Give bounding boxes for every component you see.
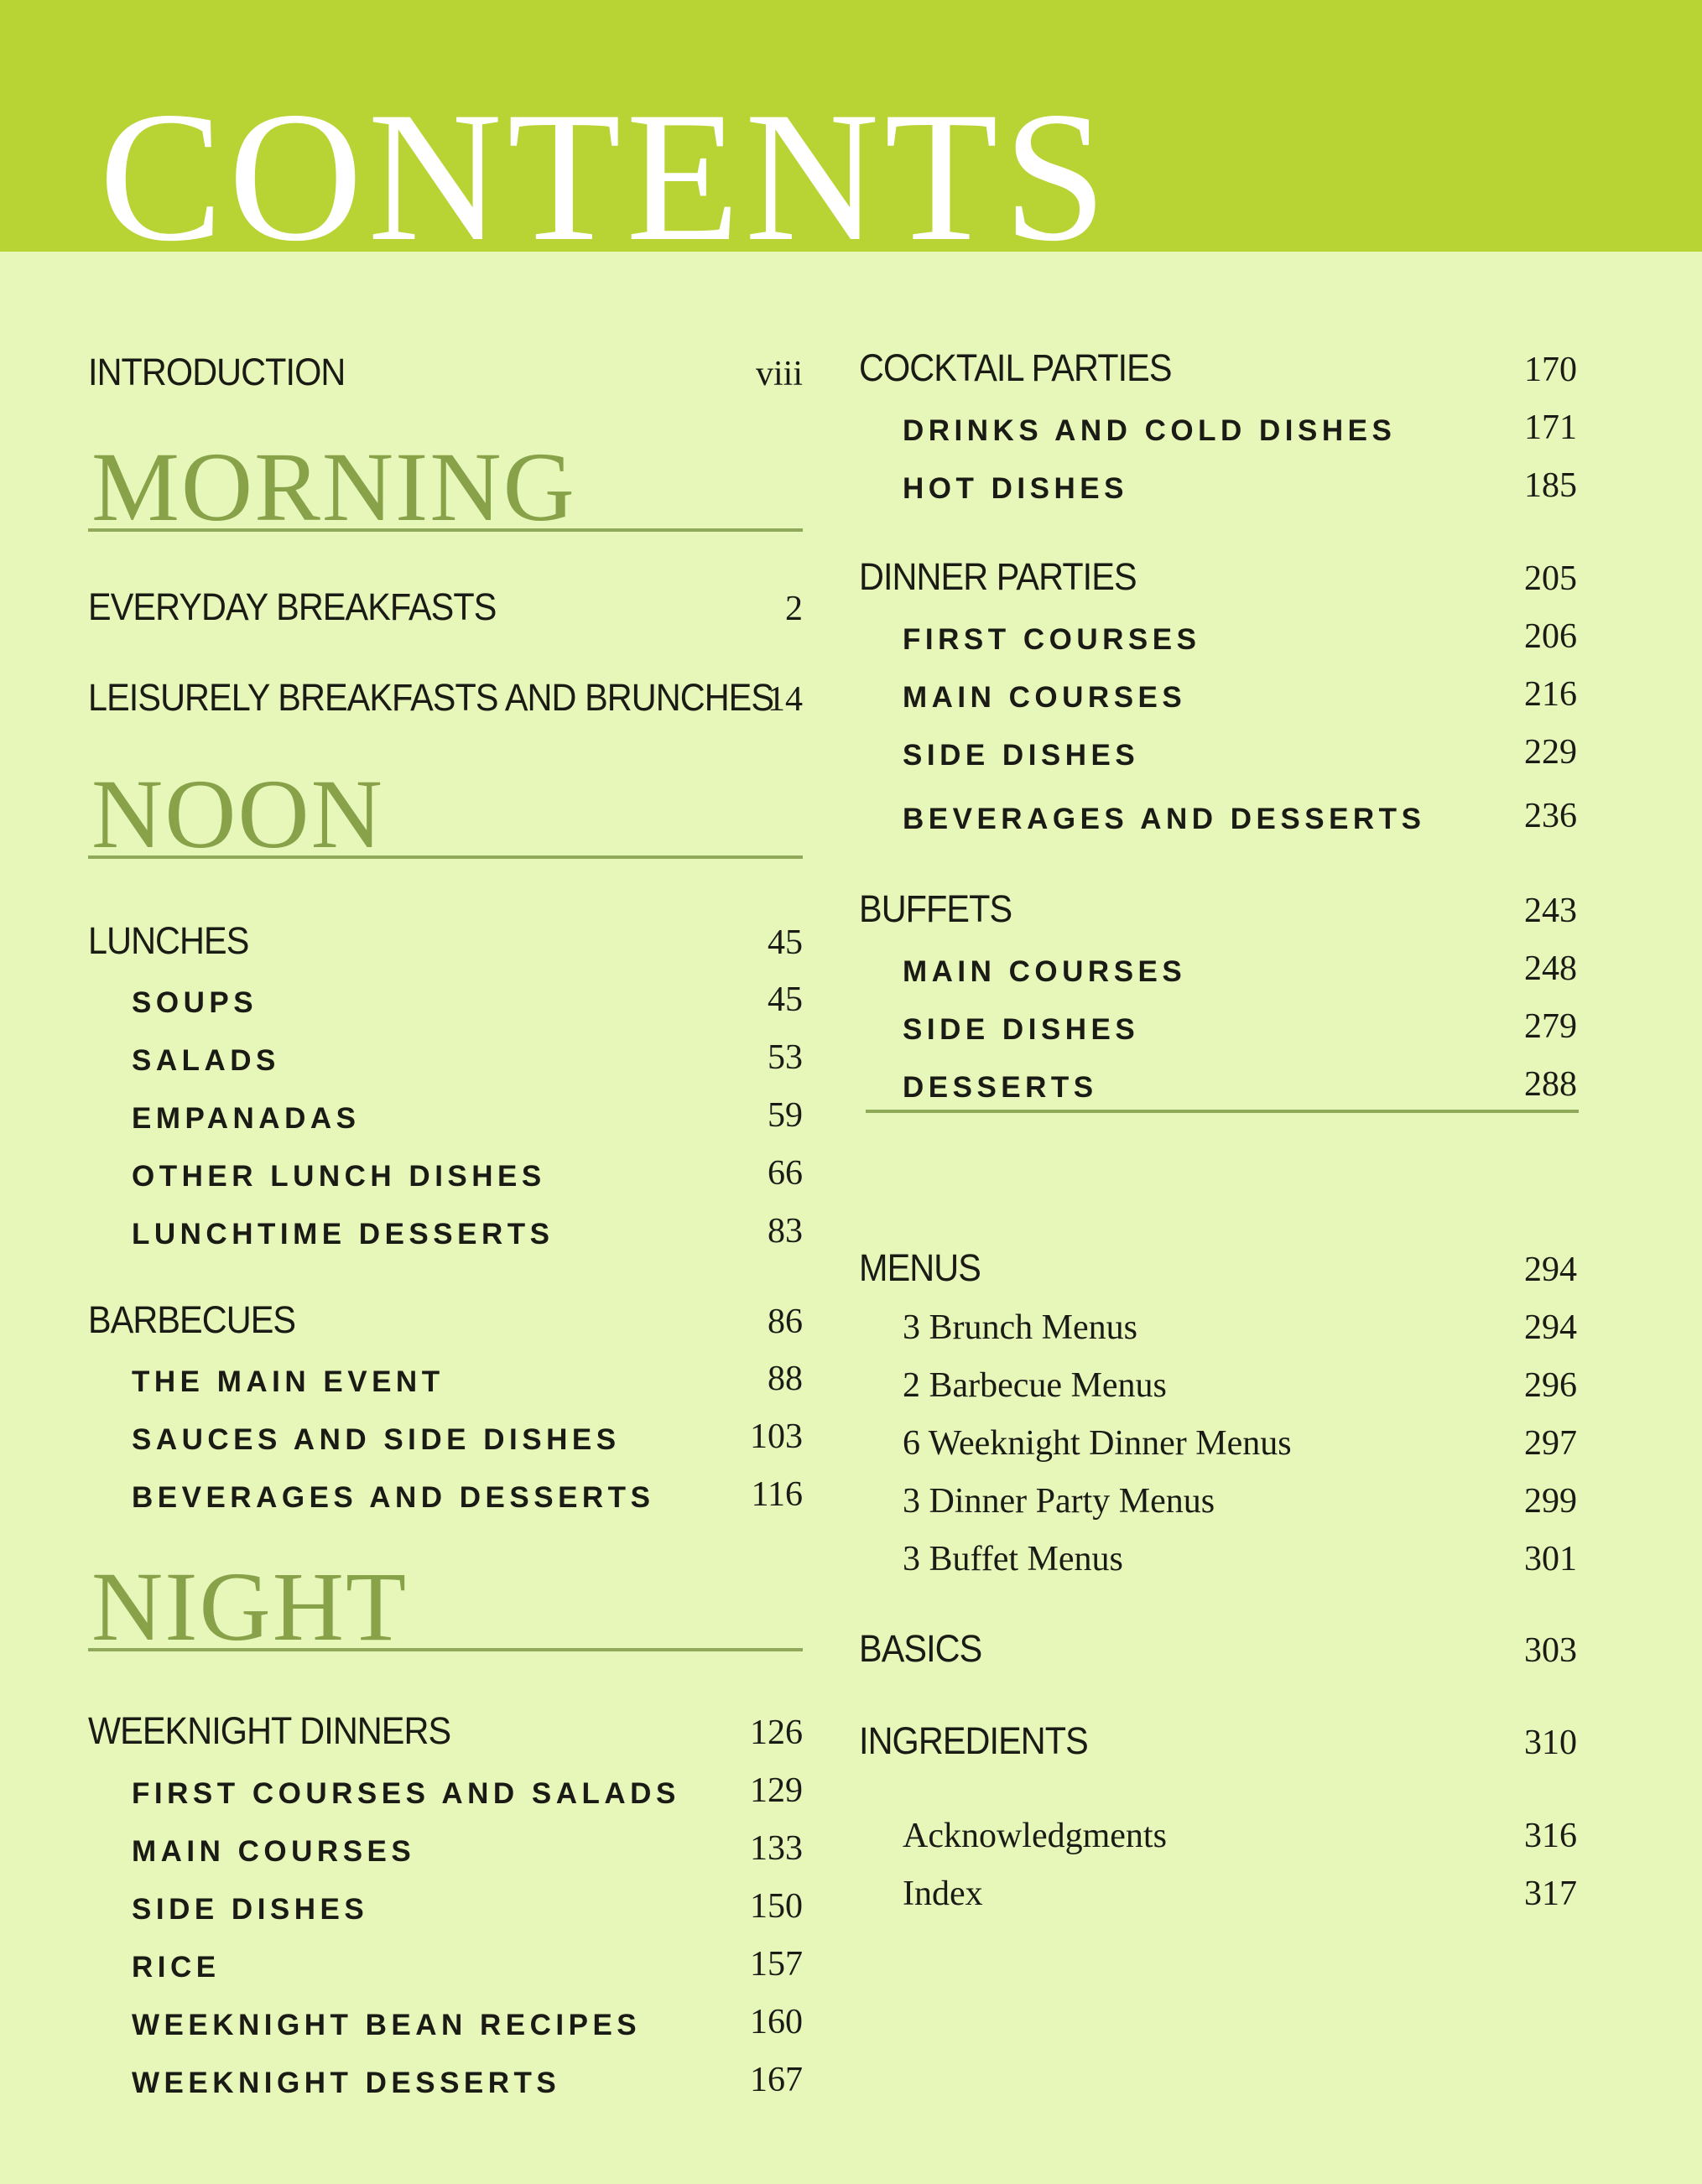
entry-page: 216 xyxy=(1524,675,1577,714)
toc-subentry[interactable] xyxy=(859,1471,1577,1521)
entry-label: THE MAIN EVENT xyxy=(132,1365,445,1398)
section-heading-text: NOON xyxy=(91,759,384,869)
entry-label: INGREDIENTS xyxy=(859,1719,1088,1762)
entry-label: SIDE DISHES xyxy=(903,739,1140,772)
entry-label: 2 Barbecue Menus xyxy=(903,1366,1167,1405)
entry-page: 45 xyxy=(768,923,803,962)
toc-subentry[interactable] xyxy=(88,1992,803,2042)
toc-subentry[interactable] xyxy=(88,1085,803,1136)
toc-entry-basics[interactable] xyxy=(859,1620,1577,1671)
entry-label: DESSERTS xyxy=(903,1071,1098,1104)
entry-label: 3 Brunch Menus xyxy=(903,1308,1137,1347)
entry-page: 167 xyxy=(750,2061,803,2099)
entry-page: 301 xyxy=(1524,1540,1577,1578)
entry-label: COCKTAIL PARTIES xyxy=(859,346,1172,389)
toc-subentry[interactable] xyxy=(88,970,803,1020)
entry-label: DINNER PARTIES xyxy=(859,555,1137,598)
section-heading-morning xyxy=(88,432,803,542)
entry-label: SAUCES AND SIDE DISHES xyxy=(132,1423,621,1456)
entry-label: WEEKNIGHT DESSERTS xyxy=(132,2067,561,2099)
entry-label: BEVERAGES AND DESSERTS xyxy=(132,1481,655,1514)
toc-entry-lunches[interactable] xyxy=(88,913,803,963)
entry-page: 160 xyxy=(750,2003,803,2041)
entry-page: 45 xyxy=(768,980,803,1019)
toc-subentry[interactable] xyxy=(859,606,1577,657)
entry-label: SOUPS xyxy=(132,986,258,1019)
entry-label: BARBECUES xyxy=(88,1298,296,1341)
entry-page: 236 xyxy=(1524,797,1577,835)
toc-subentry[interactable] xyxy=(859,664,1577,715)
entry-label: 6 Weeknight Dinner Menus xyxy=(903,1424,1292,1463)
toc-subentry[interactable] xyxy=(88,1464,803,1515)
toc-entry-menus[interactable] xyxy=(859,1240,1577,1290)
entry-page: 243 xyxy=(1524,892,1577,930)
entry-label: SIDE DISHES xyxy=(132,1893,369,1926)
section-divider xyxy=(866,1110,1579,1113)
toc-subentry[interactable] xyxy=(859,1529,1577,1579)
entry-page: 248 xyxy=(1524,949,1577,988)
entry-label: LEISURELY BREAKFASTS AND BRUNCHES xyxy=(88,676,774,719)
toc-subentry[interactable] xyxy=(859,722,1577,772)
toc-subentry[interactable] xyxy=(88,1201,803,1251)
entry-page: 133 xyxy=(750,1829,803,1868)
entry-label: EMPANADAS xyxy=(132,1102,361,1135)
entry-label: SALADS xyxy=(132,1044,280,1077)
toc-entry-introduction[interactable] xyxy=(88,344,803,394)
toc-subentry[interactable] xyxy=(859,786,1577,836)
entry-page: 185 xyxy=(1524,466,1577,505)
entry-page: 317 xyxy=(1524,1875,1577,1913)
toc-subentry[interactable] xyxy=(859,996,1577,1047)
entry-page: viii xyxy=(755,355,803,393)
toc-entry-weeknight-dinners[interactable] xyxy=(88,1703,803,1753)
toc-subentry[interactable] xyxy=(859,1297,1577,1348)
entry-label: SIDE DISHES xyxy=(903,1013,1140,1046)
entry-page: 66 xyxy=(768,1154,803,1193)
entry-label: FIRST COURSES xyxy=(903,623,1201,656)
entry-page: 316 xyxy=(1524,1817,1577,1855)
toc-entry-ingredients[interactable] xyxy=(859,1713,1577,1763)
toc-subentry[interactable] xyxy=(859,398,1577,448)
toc-subentry[interactable] xyxy=(859,939,1577,989)
toc-entry-barbecues[interactable] xyxy=(88,1292,803,1342)
toc-subentry[interactable] xyxy=(88,1760,803,1811)
entry-label: Index xyxy=(903,1875,983,1913)
entry-label: LUNCHTIME DESSERTS xyxy=(132,1218,554,1251)
entry-page: 310 xyxy=(1524,1724,1577,1762)
entry-page: 288 xyxy=(1524,1065,1577,1104)
entry-label: WEEKNIGHT BEAN RECIPES xyxy=(132,2009,642,2041)
entry-page: 103 xyxy=(750,1417,803,1456)
entry-page: 2 xyxy=(785,590,803,628)
toc-entry-cocktail-parties[interactable] xyxy=(859,340,1577,390)
toc-subentry[interactable] xyxy=(859,1054,1577,1105)
entry-page: 170 xyxy=(1524,351,1577,389)
entry-page: 53 xyxy=(768,1038,803,1077)
toc-entry-buffets[interactable] xyxy=(859,881,1577,931)
entry-label: 3 Buffet Menus xyxy=(903,1540,1123,1578)
entry-label: MAIN COURSES xyxy=(132,1835,416,1868)
section-heading-night xyxy=(88,1552,803,1661)
entry-page: 297 xyxy=(1524,1424,1577,1463)
entry-page: 279 xyxy=(1524,1007,1577,1046)
entry-label: BUFFETS xyxy=(859,887,1012,930)
entry-page: 126 xyxy=(750,1713,803,1752)
entry-label: BEVERAGES AND DESSERTS xyxy=(903,803,1426,835)
toc-subentry[interactable] xyxy=(88,1027,803,1078)
toc-entry-leisurely-breakfasts[interactable] xyxy=(88,669,803,720)
entry-label: BASICS xyxy=(859,1627,982,1670)
toc-subentry[interactable] xyxy=(859,1413,1577,1464)
toc-subentry[interactable] xyxy=(88,2050,803,2100)
section-heading-noon xyxy=(88,759,803,869)
entry-label: INTRODUCTION xyxy=(88,351,346,393)
toc-subentry[interactable] xyxy=(859,1355,1577,1406)
entry-page: 116 xyxy=(751,1475,803,1514)
entry-page: 294 xyxy=(1524,1308,1577,1347)
toc-subentry[interactable] xyxy=(88,1143,803,1193)
toc-entry-everyday-breakfasts[interactable] xyxy=(88,579,803,629)
entry-page: 129 xyxy=(750,1771,803,1810)
toc-subentry[interactable] xyxy=(88,1934,803,1984)
entry-page: 205 xyxy=(1524,559,1577,598)
entry-label: OTHER LUNCH DISHES xyxy=(132,1160,546,1193)
entry-label: Acknowledgments xyxy=(903,1817,1167,1855)
entry-page: 296 xyxy=(1524,1366,1577,1405)
toc-subentry[interactable] xyxy=(88,1818,803,1869)
entry-label: MENUS xyxy=(859,1246,981,1289)
toc-entry-acknowledgments[interactable] xyxy=(859,1806,1577,1856)
entry-page: 59 xyxy=(768,1096,803,1135)
entry-page: 206 xyxy=(1524,617,1577,656)
entry-label: MAIN COURSES xyxy=(903,681,1187,714)
entry-page: 14 xyxy=(768,680,803,719)
entry-label: HOT DISHES xyxy=(903,472,1128,505)
toc-entry-index[interactable] xyxy=(859,1864,1577,1914)
entry-page: 294 xyxy=(1524,1251,1577,1289)
page-title: CONTENTS xyxy=(99,74,1112,280)
entry-page: 150 xyxy=(750,1887,803,1926)
entry-label: EVERYDAY BREAKFASTS xyxy=(88,585,497,628)
entry-page: 157 xyxy=(750,1945,803,1984)
entry-page: 303 xyxy=(1524,1631,1577,1670)
entry-page: 229 xyxy=(1524,733,1577,772)
toc-subentry[interactable] xyxy=(88,1407,803,1457)
section-heading-text: MORNING xyxy=(91,432,576,542)
section-heading-text: NIGHT xyxy=(91,1552,409,1661)
entry-label: FIRST COURSES AND SALADS xyxy=(132,1777,680,1810)
entry-label: LUNCHES xyxy=(88,919,249,962)
entry-label: 3 Dinner Party Menus xyxy=(903,1482,1215,1521)
entry-page: 171 xyxy=(1524,408,1577,447)
toc-subentry[interactable] xyxy=(859,455,1577,506)
entry-page: 299 xyxy=(1524,1482,1577,1521)
toc-entry-dinner-parties[interactable] xyxy=(859,549,1577,599)
toc-subentry[interactable] xyxy=(88,1349,803,1399)
entry-page: 88 xyxy=(768,1360,803,1398)
entry-label: RICE xyxy=(132,1951,221,1984)
entry-label: WEEKNIGHT DINNERS xyxy=(88,1709,451,1752)
entry-label: DRINKS AND COLD DISHES xyxy=(903,414,1397,447)
entry-page: 83 xyxy=(768,1212,803,1251)
entry-label: MAIN COURSES xyxy=(903,955,1187,988)
toc-subentry[interactable] xyxy=(88,1876,803,1927)
entry-page: 86 xyxy=(768,1303,803,1341)
